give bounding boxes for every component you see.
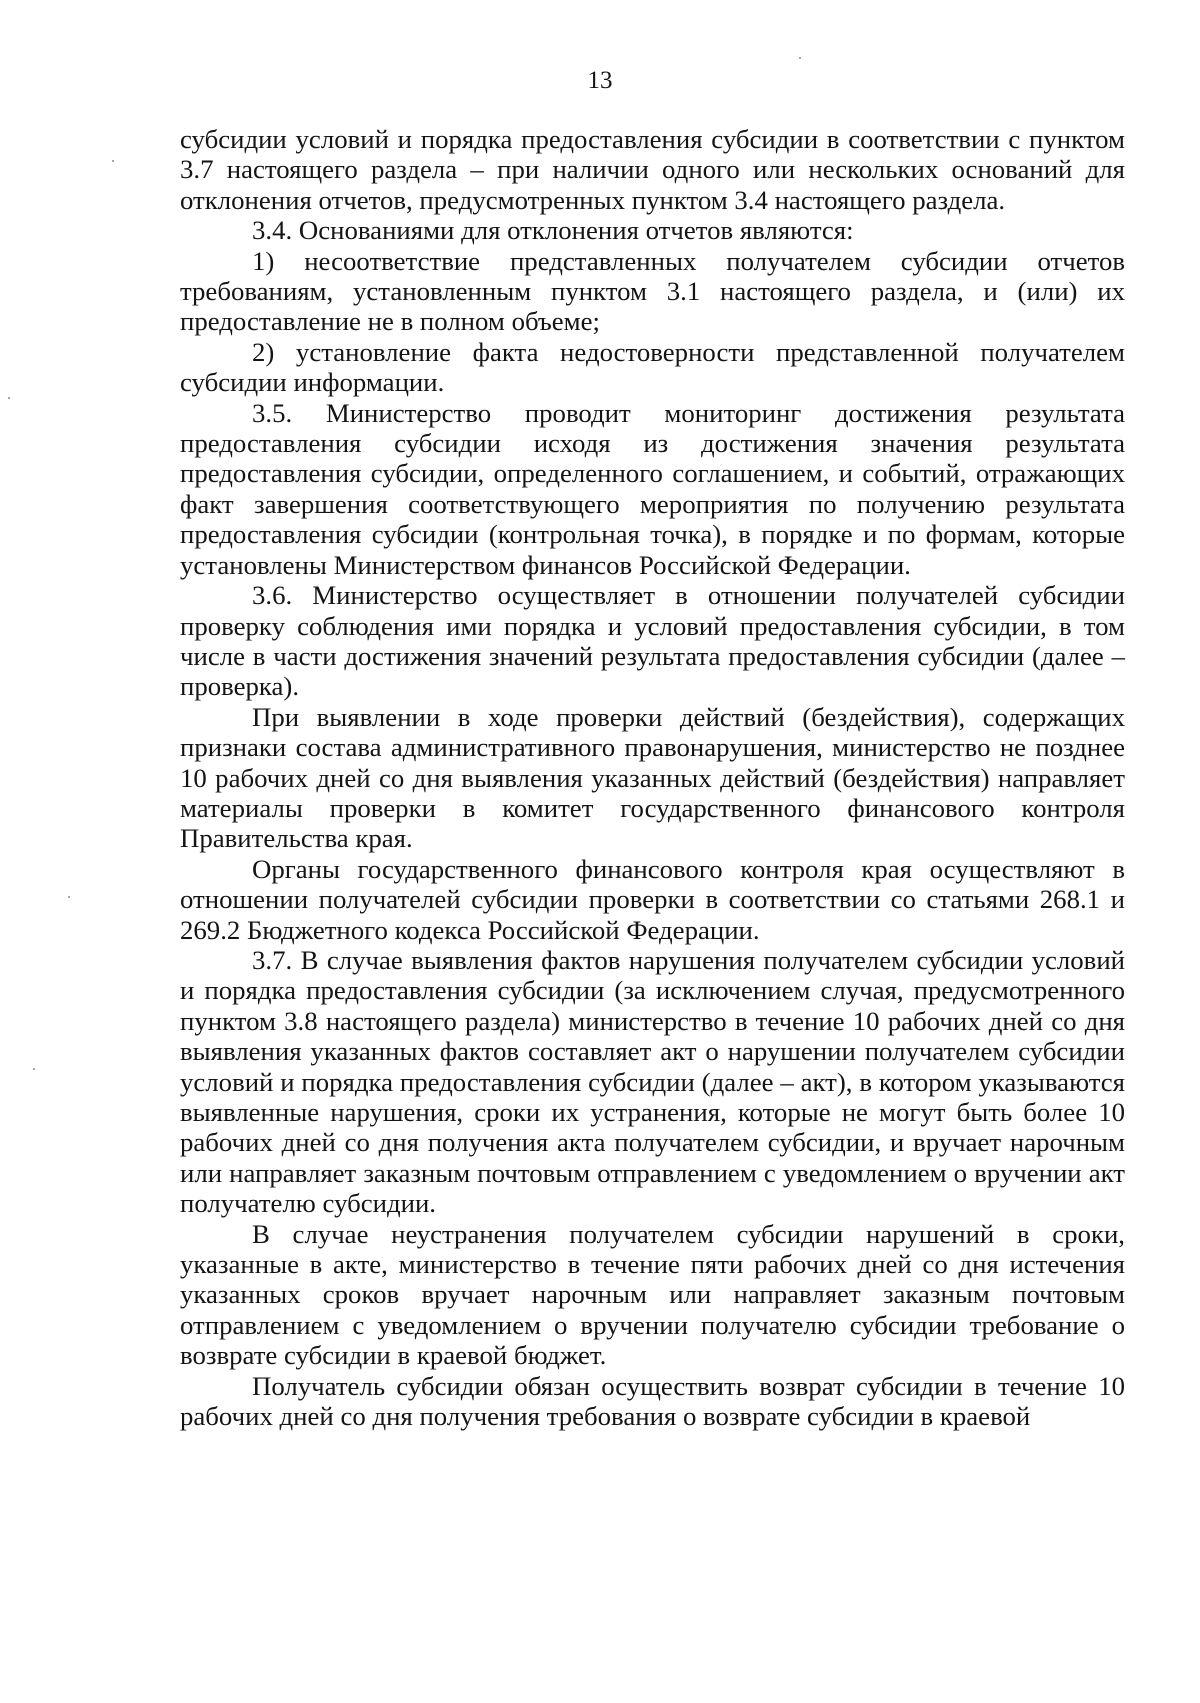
- page-number: 13: [587, 67, 613, 94]
- paragraph-3-6-control-bodies: Органы государственного финансового контроля края осуществляют в отношении получателей субсидии проверки в соответствии со статьями 268.1 и 269.2 Бюджетного кодекса Российской Федерации.: [180, 853, 1125, 945]
- document-body: [180, 124, 1125, 1431]
- paragraph-3-6-violations: При выявлении в ходе проверки действий (бездействия), содержащих признаки состава административного правонарушения, министерство не позднее 10 рабочих дней со дня выявления указанных действий (бездействия) направляет материалы проверки в комитет государственного финансового контроля Правительства края.: [180, 701, 1125, 854]
- scan-speck: [33, 1068, 35, 1070]
- paragraph-3-7-non-elimination: В случае неустранения получателем субсидии нарушений в сроки, указанные в акте, министерство в течение пяти рабочих дней со дня истечения указанных сроков вручает нарочным или направляет заказным почтовым отправлением с уведомлением о вручении получателю субсидии требование о возврате субсидии в краевой бюджет.: [180, 1218, 1125, 1371]
- paragraph-3-4: 3.4. Основаниями для отклонения отчетов являются:: [252, 215, 854, 246]
- paragraph-3-4-item-2: 2) установление факта недостоверности представленной получателем субсидии информации.: [180, 336, 1125, 398]
- scan-speck: [68, 896, 70, 898]
- scan-speck: [8, 397, 10, 399]
- paragraph-3-5: 3.5. Министерство проводит мониторинг достижения результата предоставления субсидии исходя из достижения значения результата предоставления субсидии, определенного соглашением, и событий, отражающих факт завершения соответствующего мероприятия по получению результата предоставления субсидии (контрольная точка), в порядке и по формам, которые установлены Министерством финансов Российской Федерации.: [180, 397, 1125, 580]
- paragraph-continuation: субсидии условий и порядка предоставления субсидии в соответствии с пунктом 3.7 настоящего раздела – при наличии одного или нескольких оснований для отклонения отчетов, предусмотренных пунктом 3.4 настоящего раздела.: [180, 124, 1125, 215]
- paragraph-3-4-item-1: 1) несоответствие представленных получателем субсидии отчетов требованиям, установленным пунктом 3.1 настоящего раздела, и (или) их предоставление не в полном объеме;: [180, 245, 1125, 337]
- paragraph-3-7-refund: Получатель субсидии обязан осуществить возврат субсидии в течение 10 рабочих дней со дня получения требования о возврате субсидии в краевой: [180, 1370, 1125, 1432]
- scan-speck: [799, 57, 801, 59]
- paragraph-3-6: 3.6. Министерство осуществляет в отношении получателей субсидии проверку соблюдения ими порядка и условий предоставления субсидии, в том числе в части достижения значений результата предоставления субсидии (далее – проверка).: [180, 580, 1125, 702]
- paragraph-3-7: 3.7. В случае выявления фактов нарушения получателем субсидии условий и порядка предоставления субсидии (за исключением случая, предусмотренного пунктом 3.8 настоящего раздела) министерство в течение 10 рабочих дней со дня выявления указанных фактов составляет акт о нарушении получателем субсидии условий и порядка предоставления субсидии (далее – акт), в котором указываются выявленные нарушения, сроки их устранения, которые не могут быть более 10 рабочих дней со дня получения акта получателем субсидии, и вручает нарочным или направляет заказным почтовым отправлением с уведомлением о вручении акт получателю субсидии.: [180, 944, 1125, 1219]
- scan-speck: [112, 160, 114, 162]
